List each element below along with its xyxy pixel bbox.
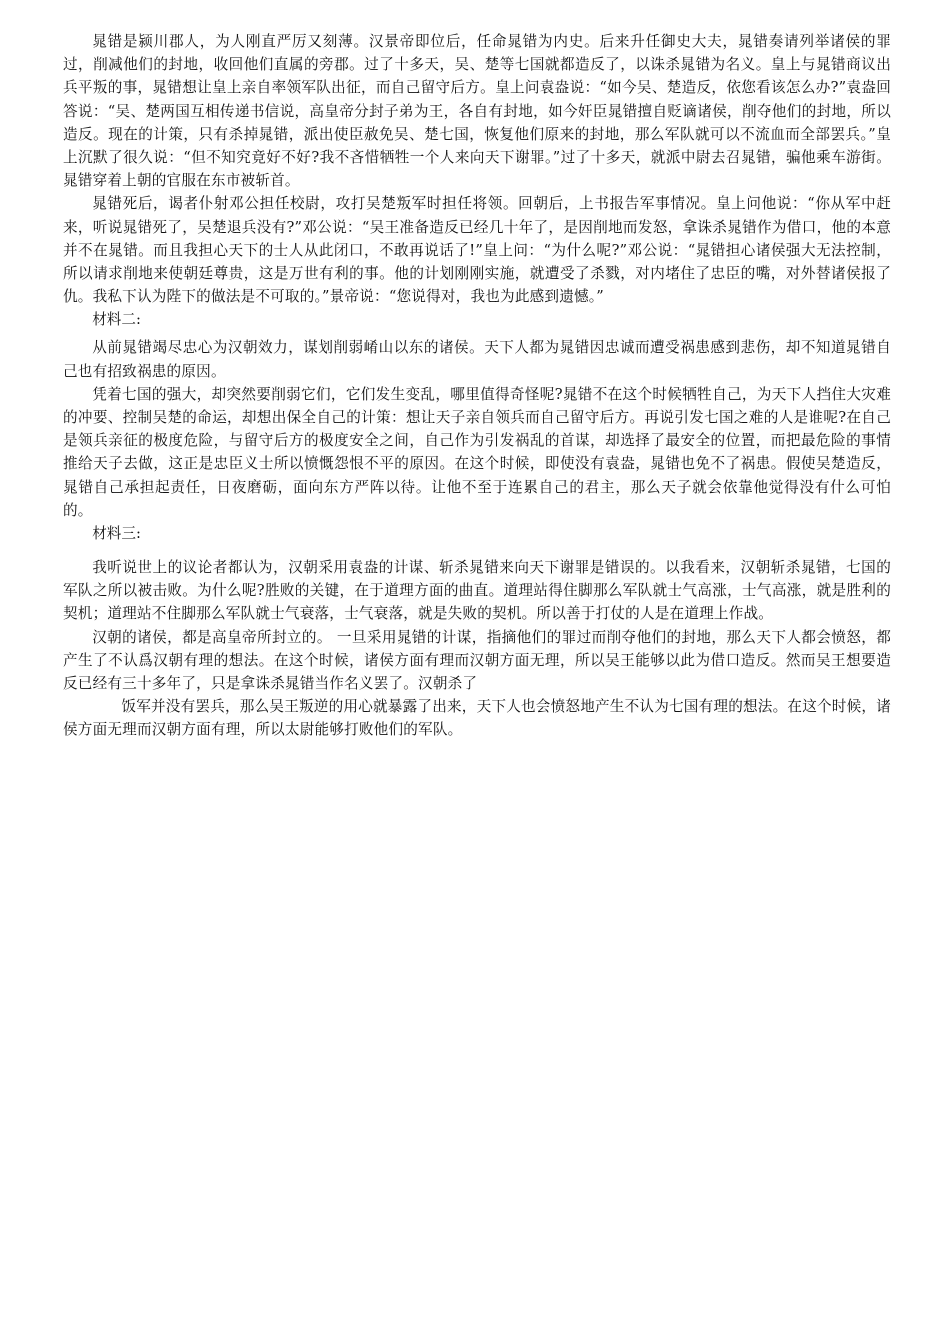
material-two-paragraph-2: 凭着七国的强大，却突然要削弱它们，它们发生变乱，哪里值得奇怪呢?晁错不在这个时候牺牲自己，为天下人挡住大灾难的冲要、控制吴楚的命运，却想出保全自己的计策：想让天子亲自领兵而自己留守后方。再说引发七国之难的人是谁呢?在自己是领兵亲征的极度危险，与留守后方的极度安全之间，自己作为引发祸乱的首谋，却选择了最安全的位置，而把最危险的事情推给天子去做，这正是忠臣义士所以愤慨怨恨不平的原因。在这个时候，即使没有袁盎，晁错也免不了祸患。假使吴楚造反，晁错自己承担起责任，日夜磨砺，面向东方严阵以待。让他不至于连累自己的君主，那么天子就会依靠他觉得没有什么可怕的。 [63,385,891,519]
material-two-heading: 材料二: [92,311,141,329]
material-three-paragraph-2: 汉朝的诸侯，都是高皇帝所封立的。 一旦采用晁错的计谋，指摘他们的罪过而削夺他们的封地，那么天下人都会愤怒，都产生了不认爲汉朝有理的想法。在这个时候，诸侯方面有理而汉朝方面无理，所以吴王能够以此为借口造反。然而吴王想要造反已经有三十多年了，只是拿诛杀晁错当作名义罢了。汉朝杀了 [63,628,891,693]
material-one-paragraph-2: 晁错死后，谒者仆射邓公担任校尉，攻打吴楚叛军时担任将领。回朝后，上书报告军事情况。皇上问他说：“你从军中赶来，听说晁错死了，吴楚退兵没有?”邓公说：“吴王准备造反已经几十年了，是因削地而发怒，拿诛杀晁错作为借口，他的本意并不在晁错。而且我担心天下的士人从此闭口，不敢再说话了!”皇上问：“为什么呢?”邓公说：“晁错担心诸侯强大无法控制，所以请求削地来使朝廷尊贵，这是万世有利的事。他的计划刚刚实施，就遭受了杀戮，对内堵住了忠臣的嘴，对外替诸侯报了仇。我私下认为陛下的做法是不可取的。”景帝说：“您说得对，我也为此感到遗憾。” [63,195,891,306]
material-three-paragraph-1: 我听说世上的议论者都认为，汉朝采用袁盎的计谋、斩杀晁错来向天下谢罪是错误的。以我看来，汉朝斩杀晁错，七国的军队之所以被击败。为什么呢?胜败的关键，在于道理方面的曲直。道理站得住脚那么军队就士气高涨，士气高涨，就是胜利的契机；道理站不住脚那么军队就士气衰落，士气衰落，就是失败的契机。所以善于打仗的人是在道理上作战。 [63,559,891,623]
material-one-paragraph-1: 晁错是颍川郡人，为人刚直严厉又刻薄。汉景帝即位后，任命晁错为内史。后来升任御史大夫，晁错奏请列举诸侯的罪过，削减他们的封地，收回他们直属的旁郡。过了十多天，吴、楚等七国就都造反了，以诛杀晁错为名义。皇上与晁错商议出兵平叛的事，晁错想让皇上亲自率领军队出征，而自己留守后方。皇上问袁盎说：“如今吴、楚造反，依您看该怎么办?”袁盎回答说：“吴、楚两国互相传递书信说，高皇帝分封子弟为王，各自有封地，如今奸臣晁错擅自贬谪诸侯，削夺他们的封地，所以造反。现在的计策，只有杀掉晁错，派出使臣赦免吴、楚七国，恢复他们原来的封地，那么军队就可以不流血而全部罢兵。”皇上沉默了很久说：“但不知究竟好不好?我不吝惜牺牲一个人来向天下谢罪。”过了十多天，就派中尉去召晁错，骗他乘车游街。晁错穿着上朝的官服在东市被斩首。 [63,33,891,190]
document-body [63,30,891,742]
material-three-heading: 材料三: [92,525,141,543]
material-three-paragraph-3: 饭军并没有罢兵，那么吴王叛逆的用心就暴露了出来，天下人也会愤怒地产生不认为七国有理的想法。在这个时候，诸侯方面无理而汉朝方面有理，所以太尉能够打败他们的军队。 [63,698,891,739]
material-two-paragraph-1: 从前晁错竭尽忠心为汉朝效力，谋划削弱崤山以东的诸侯。天下人都为晁错因忠诚而遭受祸患感到悲伤，却不知道晁错自己也有招致祸患的原因。 [63,339,891,380]
